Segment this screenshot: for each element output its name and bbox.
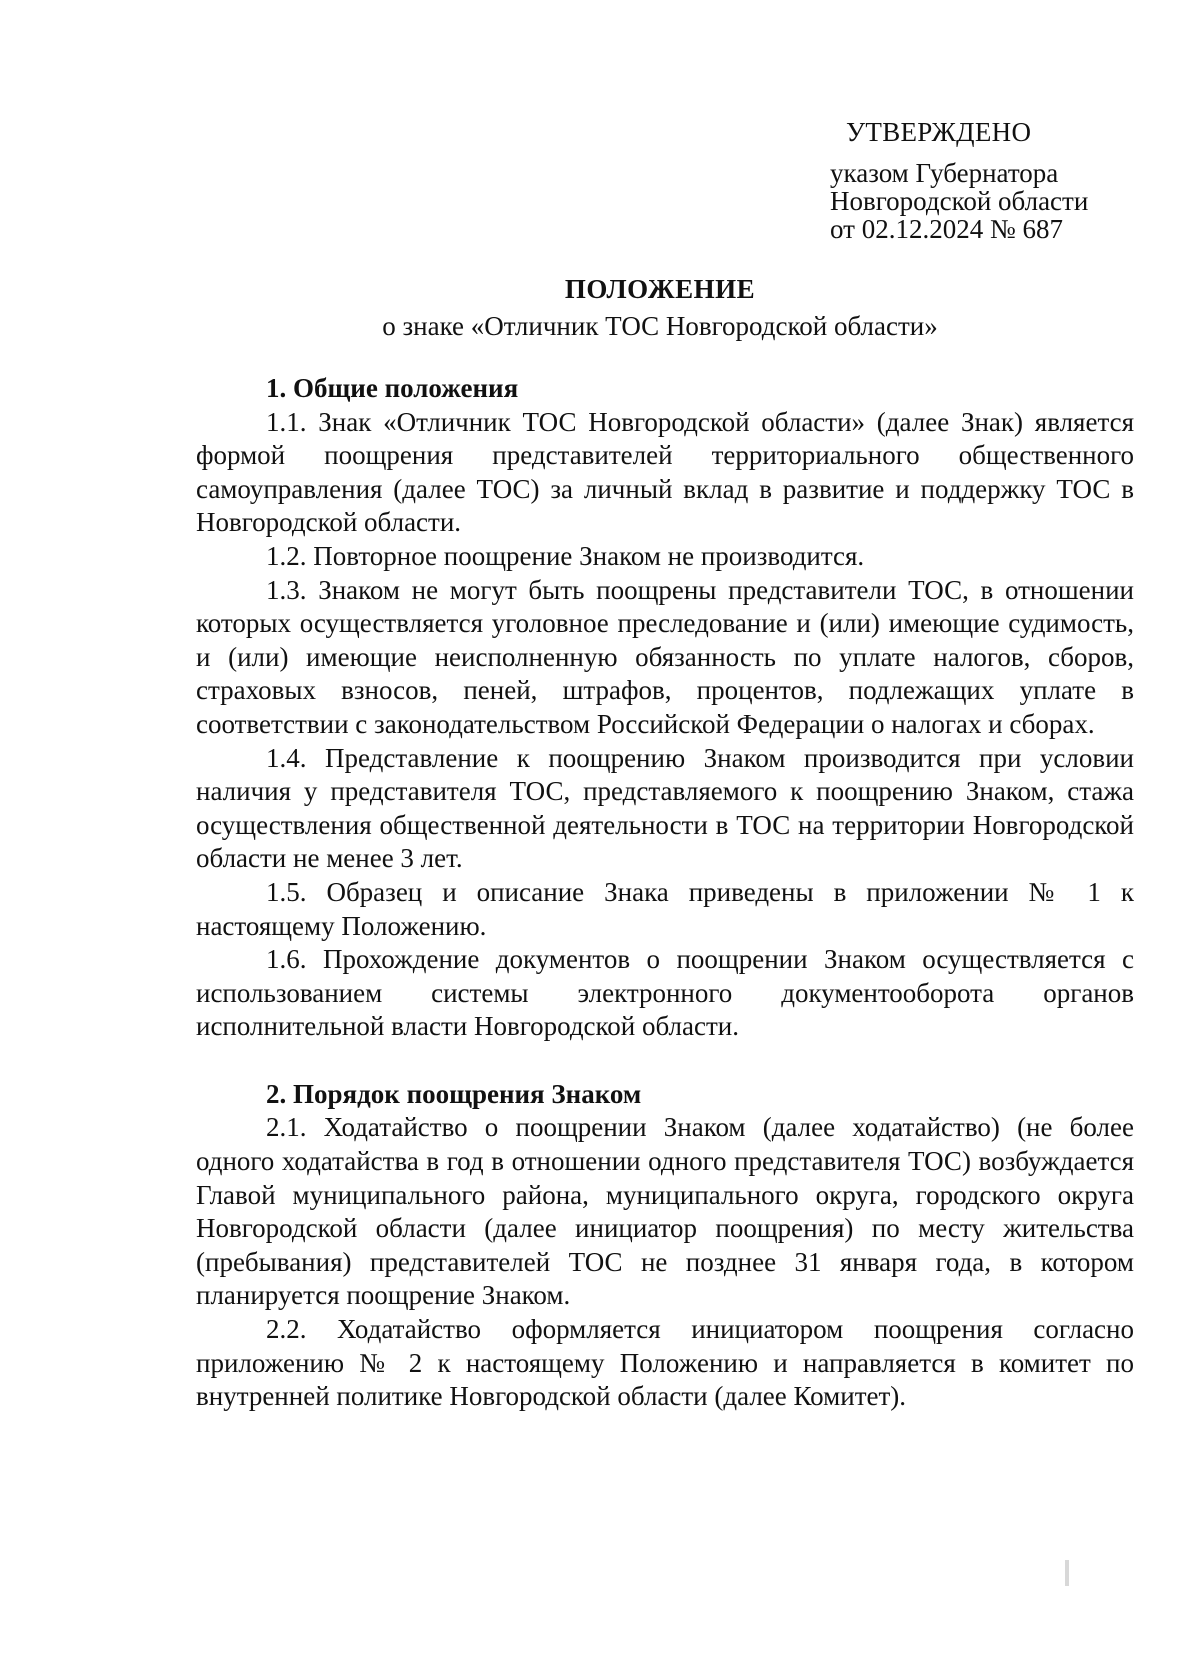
paragraph-1-3: 1.3. Знаком не могут быть поощрены представители ТОС, в отношении которых осуществляется уголовное преследование и (или) имеющие судимость, и (или) имеющие неисполненную обязанность по уплате налогов, сборов, страховых взносов, пеней, штрафов, процентов, подлежащих уплате в соответствии с законодательством Российской Федерации о налогах и сборах. [196, 574, 1134, 739]
paragraph-1-4: 1.4. Представление к поощрению Знаком производится при условии наличия у представителя ТОС, представляемого к поощрению Знаком, стажа осуществления общественной деятельности в ТОС на территории Новгородской области не менее 3 лет. [196, 742, 1134, 874]
approval-line-date-number: от 02.12.2024 № 687 [830, 214, 1063, 244]
paragraph-2-1: 2.1. Ходатайство о поощрении Знаком (далее ходатайство) (не более одного ходатайства в год в отношении одного представителя ТОС) возбуждается Главой муниципального района, муниципального округа, городского округа Новгородской области (далее инициатор поощрения) по месту жительства (пребывания) представителей ТОС не позднее 31 января года, в котором планируется поощрение Знаком. [196, 1112, 1134, 1311]
section-heading-procedure: 2. Порядок поощрения Знаком [266, 1078, 642, 1109]
section-heading-general: 1. Общие положения [266, 373, 519, 403]
paragraph-2-2: 2.2. Ходатайство оформляется инициатором поощрения согласно приложению № 2 к настоящему Положению и направляется в комитет по внутренней политике Новгородской области (далее Комитет). [196, 1314, 1134, 1412]
document-subtitle: о знаке «Отличник ТОС Новгородской области» [382, 311, 938, 341]
paragraph-1-6: 1.6. Прохождение документов о поощрении Знаком осуществляется с использованием системы электронного документооборота органов исполнительной власти Новгородской области. [196, 944, 1134, 1042]
paragraph-1-1: 1.1. Знак «Отличник ТОС Новгородской области» (далее Знак) является формой поощрения представителей территориального общественного самоуправления (далее ТОС) за личный вклад в развитие и поддержку ТОС в Новгородской области. [196, 406, 1134, 538]
scan-artifact-mark [1065, 1560, 1069, 1586]
document-title: ПОЛОЖЕНИЕ [564, 274, 756, 304]
document-body [196, 372, 1134, 1414]
document-header [180, 272, 1140, 343]
approval-stamp [830, 118, 1170, 243]
paragraph-1-2: 1.2. Повторное поощрение Знаком не производится. [266, 540, 865, 571]
paragraph-1-5: 1.5. Образец и описание Знака приведены в приложении № 1 к настоящему Положению. [196, 876, 1134, 941]
approval-title: УТВЕРЖДЕНО [846, 117, 1032, 147]
approval-line-region: Новгородской области [830, 186, 1089, 216]
approval-line-decree: указом Губернатора [830, 158, 1059, 188]
